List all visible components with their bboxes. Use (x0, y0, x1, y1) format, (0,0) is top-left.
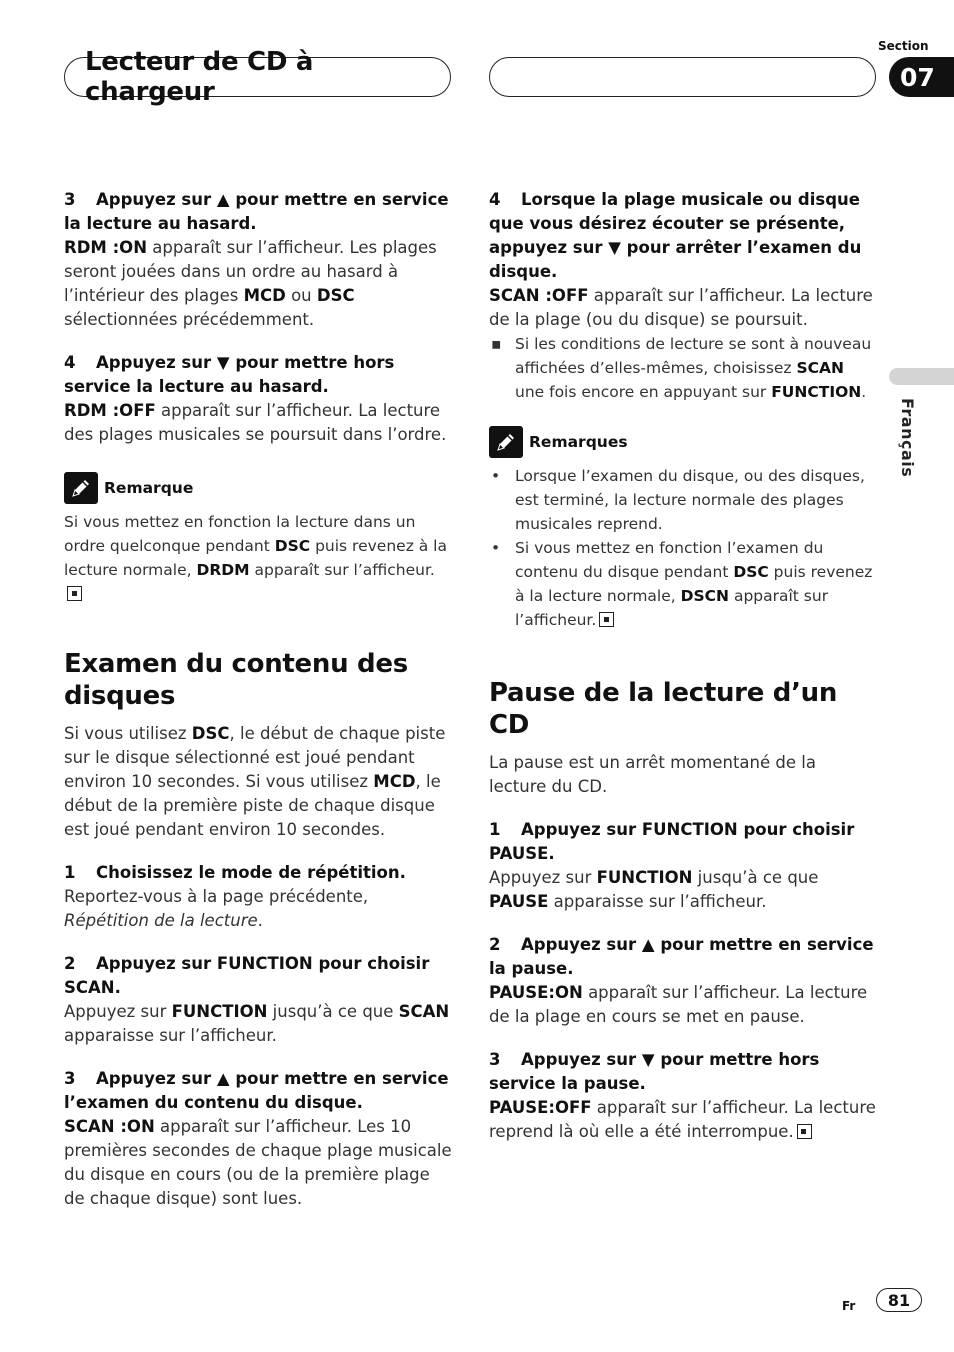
step-body: SCAN :OFF apparaît sur l’afficheur. La lecture de la plage (ou du disque) se poursuit. (489, 286, 873, 329)
step-body: SCAN :ON apparaît sur l’afficheur. Les 10 premières secondes de chaque plage musicale du disque en cours (ou de la première plage de chaque disque) sont lues. (64, 1117, 452, 1208)
note-text: Si vous mettez en fonction la lecture dans un ordre quelconque pendant DSC puis revenez à la lecture normale, DRDM apparaît sur l’afficheur. (64, 510, 452, 606)
pencil-note-icon (489, 426, 523, 458)
step-heading: 1 Choisissez le mode de répétition. (64, 863, 406, 882)
step-heading: 4 Lorsque la plage musicale ou disque que vous désirez écouter se présente, appuyez sur ▼ pour arrêter l’examen du disque. (489, 190, 862, 281)
step-body: PAUSE:OFF apparaît sur l’afficheur. La lecture reprend là où elle a été interrompue. (489, 1098, 876, 1141)
notes-title: Remarques (529, 433, 628, 451)
list-item: • Si vous mettez en fonction l’examen du contenu du disque pendant DSC puis revenez à la lecture normale, DSCN apparaît sur l’afficheur. (491, 539, 873, 629)
footer-language: Fr (842, 1299, 856, 1313)
step-heading: 1 Appuyez sur FUNCTION pour choisir PAUSE. (489, 820, 855, 863)
section-label: Section (878, 39, 929, 53)
note-title: Remarque (104, 479, 194, 497)
end-mark-icon (599, 612, 614, 627)
step-body: RDM :OFF apparaît sur l’afficheur. La lecture des plages musicales se poursuit dans l’ordre. (64, 401, 447, 444)
section-number-tab: 07 (889, 57, 954, 97)
step-body: Appuyez sur FUNCTION jusqu’à ce que SCAN apparaisse sur l’afficheur. (64, 1002, 450, 1045)
step-heading: 3 Appuyez sur ▲ pour mettre en service la lecture au hasard. (64, 190, 449, 233)
square-bullet-icon: ▪ (491, 335, 502, 353)
step-heading: 4 Appuyez sur ▼ pour mettre hors service la lecture au hasard. (64, 353, 395, 396)
step-body: PAUSE:ON apparaît sur l’afficheur. La lecture de la plage en cours se met en pause. (489, 983, 868, 1026)
language-tab-bar (889, 368, 954, 385)
notes-header (489, 426, 877, 458)
chapter-title: Lecteur de CD à chargeur (85, 47, 314, 107)
end-mark-icon (797, 1124, 812, 1139)
section-intro: La pause est un arrêt momentané de la lecture du CD. (489, 753, 816, 796)
step-heading: 2 Appuyez sur ▲ pour mettre en service la pause. (489, 935, 874, 978)
step-heading: 3 Appuyez sur ▲ pour mettre en service l’examen du contenu du disque. (64, 1069, 449, 1112)
section-intro: Si vous utilisez DSC, le début de chaque piste sur le disque sélectionné est joué pendant environ 10 secondes. Si vous utilisez MCD, le début de la première piste de chaque disque est joué pendant environ 10 secondes. (64, 724, 446, 839)
step-heading: 2 Appuyez sur FUNCTION pour choisir SCAN. (64, 954, 430, 997)
section-title: Examen du contenu des disques (64, 649, 408, 711)
end-mark-icon (67, 586, 82, 601)
pencil-note-icon (64, 472, 98, 504)
left-column (64, 188, 452, 1211)
step-body: RDM :ON apparaît sur l’afficheur. Les plages seront jouées dans un ordre au hasard à l’intérieur des plages MCD ou DSC sélectionnées précédemment. (64, 238, 437, 329)
step-body: Appuyez sur FUNCTION jusqu’à ce que PAUSE apparaisse sur l’afficheur. (489, 868, 819, 911)
square-bullet-item: ▪ Si les conditions de lecture se sont à nouveau affichées d’elles-mêmes, choisissez SCAN une fois encore en appuyant sur FUNCTION. (489, 332, 877, 404)
step-body: Reportez-vous à la page précédente, Répétition de la lecture. (64, 887, 369, 930)
language-label: Français (898, 398, 917, 478)
header-empty-pill (489, 57, 876, 97)
section-title: Pause de la lecture d’un CD (489, 678, 838, 740)
chapter-title-pill (64, 47, 451, 107)
list-item: • Lorsque l’examen du disque, ou des disques, est terminé, la lecture normale des plages musicales reprend. (491, 467, 865, 533)
page-number: 81 (876, 1288, 922, 1312)
note-header (64, 472, 452, 504)
step-heading: 3 Appuyez sur ▼ pour mettre hors service la pause. (489, 1050, 820, 1093)
right-column (489, 188, 877, 1144)
